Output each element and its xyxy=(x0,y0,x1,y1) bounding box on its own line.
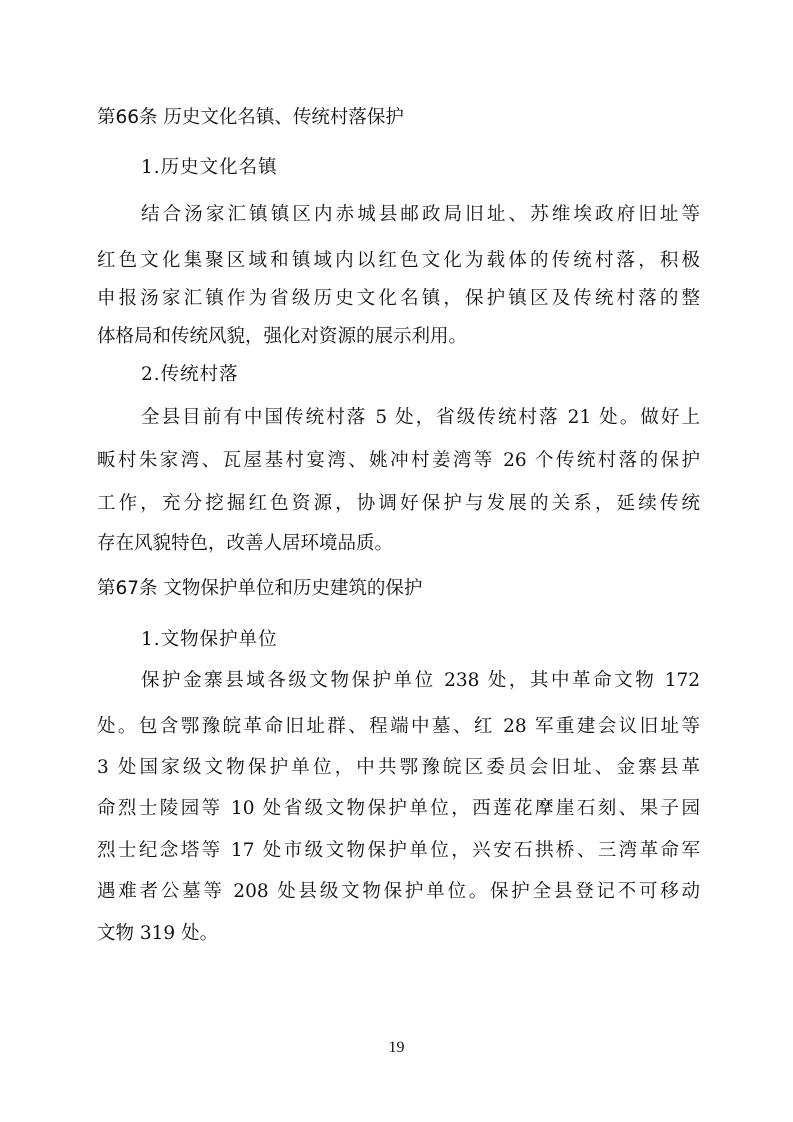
paragraph-line: 保护金寨县域各级文物保护单位 238 处，其中革命文物 172 xyxy=(141,670,700,691)
section-67-heading: 第67条 文物保护单位和历史建筑的保护 xyxy=(97,578,423,599)
paragraph-line: 工作，充分挖掘红色资源，协调好保护与发展的关系，延续传统 xyxy=(97,493,700,514)
section-66-heading: 第66条 历史文化名镇、传统村落保护 xyxy=(97,107,404,128)
paragraph-line: 全县目前有中国传统村落 5 处，省级传统村落 21 处。做好上 xyxy=(141,407,700,428)
paragraph-line: 文物 319 处。 xyxy=(97,923,219,944)
paragraph-line: 遇难者公墓等 208 处县级文物保护单位。保护全县登记不可移动 xyxy=(97,881,700,902)
subsection-title-historic-towns: 1.历史文化名镇 xyxy=(141,157,278,178)
paragraph-line: 命烈士陵园等 10 处省级文物保护单位，西莲花摩崖石刻、果子园 xyxy=(97,798,700,819)
paragraph-line: 烈士纪念塔等 17 处市级文物保护单位，兴安石拱桥、三湾革命军 xyxy=(97,840,700,861)
paragraph-line: 红色文化集聚区域和镇域内以红色文化为载体的传统村落，积极 xyxy=(97,250,700,271)
paragraph-line: 3 处国家级文物保护单位，中共鄂豫皖区委员会旧址、金寨县革 xyxy=(97,757,700,778)
paragraph-line: 结合汤家汇镇镇区内赤城县邮政局旧址、苏维埃政府旧址等 xyxy=(141,204,700,225)
page-number: 19 xyxy=(388,1039,405,1056)
paragraph-line: 畈村朱家湾、瓦屋基村宴湾、姚冲村姜湾等 26 个传统村落的保护 xyxy=(97,450,700,471)
paragraph-line: 体格局和传统风貌，强化对资源的展示利用。 xyxy=(97,326,468,347)
subsection-title-cultural-relics: 1.文物保护单位 xyxy=(141,629,278,650)
paragraph-line: 申报汤家汇镇作为省级历史文化名镇，保护镇区及传统村落的整 xyxy=(97,288,700,309)
paragraph-line: 处。包含鄂豫皖革命旧址群、程端中墓、红 28 军重建会议旧址等 xyxy=(97,716,700,737)
subsection-title-traditional-villages: 2.传统村落 xyxy=(141,364,239,385)
paragraph-line: 存在风貌特色，改善人居环境品质。 xyxy=(97,533,394,554)
